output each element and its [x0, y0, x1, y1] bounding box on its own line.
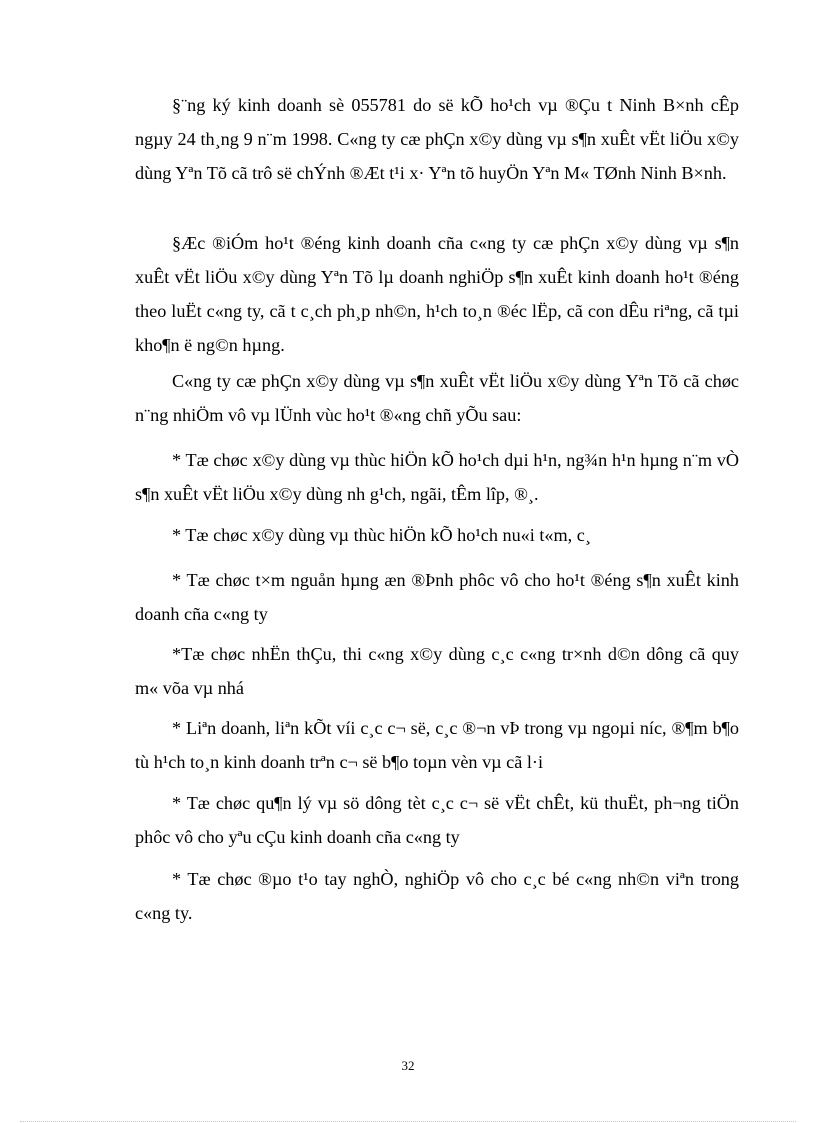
paragraph-business-characteristics: §Æc ®iÓm ho¹t ®éng kinh doanh cña c«ng ty cæ phÇn x©y dùng vµ s¶n xuÊt vËt liÖu x©y dùng Yªn Tõ lµ doanh nghiÖp s¶n xuÊt kinh doanh ho¹t ®éng theo luËt c«ng ty, cã t c¸ch ph¸p nh©n, h¹ch to¸n ®éc lËp, cã con dÊu riªng, cã tµi kho¶n ë ng©n hµng. [135, 233, 739, 355]
paragraph-bullet-sourcing: * Tæ chøc t×m nguån hµng æn ®Þnh phôc vô cho ho¹t ®éng s¶n xuÊt kinh doanh cña c«ng ty [135, 570, 739, 624]
paragraph-bullet-construction: *Tæ chøc nhËn thÇu, thi c«ng x©y dùng c¸c c«ng tr×nh d©n dông cã quy m« võa vµ nhá [135, 644, 739, 698]
page-number: 32 [401, 1058, 415, 1073]
paragraph-bullet-materials: * Tæ chøc x©y dùng vµ thùc hiÖn kÕ ho¹ch dµi h¹n, ng¾n h¹n hµng n¨m vÒ s¶n xuÊt vËt liÖu x©y dùng nh g¹ch, ngãi, tÊm lîp, ®¸. [135, 450, 739, 504]
paragraph-bullet-training: * Tæ chøc ®µo t¹o tay nghÒ, nghiÖp vô cho c¸c bé c«ng nh©n viªn trong c«ng ty. [135, 869, 739, 923]
paragraph-bullet-aquaculture: * Tæ chøc x©y dùng vµ thùc hiÖn kÕ ho¹ch nu«i t«m, c¸ [172, 525, 591, 545]
page-bottom-divider [20, 1121, 796, 1122]
paragraph-company-functions-intro: C«ng ty cæ phÇn x©y dùng vµ s¶n xuÊt vËt liÖu x©y dùng Yªn Tõ cã chøc n¨ng nhiÖm vô vµ lÜnh vùc ho¹t ®«ng chñ yÕu sau: [135, 371, 739, 425]
paragraph-bullet-asset-management: * Tæ chøc qu¶n lý vµ sö dông tèt c¸c c¬ së vËt chÊt, kü thuËt, ph¬ng tiÖn phôc vô cho yªu cÇu kinh doanh cña c«ng ty [135, 793, 739, 847]
paragraph-bullet-joint-venture: * Liªn doanh, liªn kÕt víi c¸c c¬ së, c¸c ®¬n vÞ trong vµ ngoµi níc, ®¶m b¶o tù h¹ch to¸n kinh doanh trªn c¬ së b¶o toµn vèn vµ cã l·i [135, 718, 739, 772]
paragraph-business-registration: §¨ng ký kinh doanh sè 055781 do së kÕ ho¹ch vµ ®Çu t Ninh B×nh cÊp ngµy 24 th¸ng 9 n¨m 1998. C«ng ty cæ phÇn x©y dùng vµ s¶n xuÊt vËt liÖu x©y dùng Yªn Tõ cã trô së chÝnh ®Æt t¹i x· Yªn tõ huyÖn Yªn M« TØnh Ninh B×nh. [135, 95, 739, 183]
